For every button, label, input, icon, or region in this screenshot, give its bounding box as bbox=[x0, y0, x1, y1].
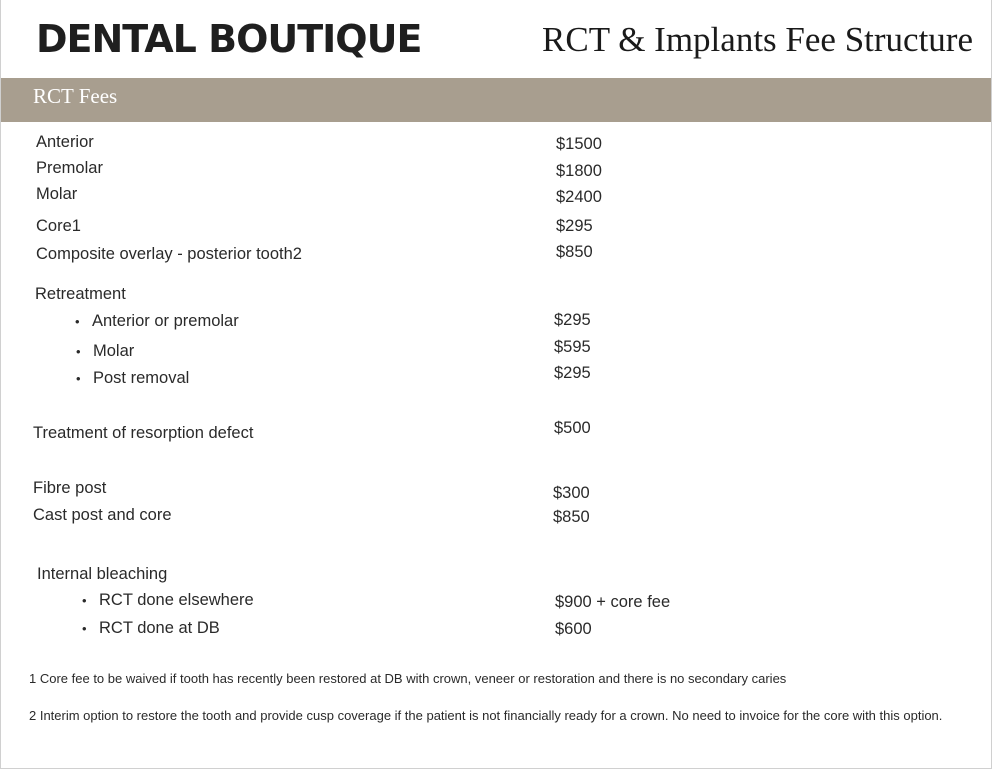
fee-price-retreatment-post-removal: $295 bbox=[554, 364, 591, 382]
fee-label-premolar: Premolar bbox=[36, 159, 103, 177]
fee-label-anterior: Anterior bbox=[36, 133, 94, 151]
footnote-1: 1 Core fee to be waived if tooth has recently been restored at DB with crown, veneer or restoration and there is no secondary caries bbox=[29, 671, 787, 686]
fee-group-internal-bleaching: Internal bleaching bbox=[37, 565, 168, 583]
fee-price-bleaching-at-db: $600 bbox=[555, 620, 592, 638]
fee-price-composite-overlay: $850 bbox=[556, 243, 593, 261]
footnote-2: 2 Interim option to restore the tooth and provide cusp coverage if the patient is not financially ready for a crown. No need to invoice for the core with this option. bbox=[29, 708, 943, 723]
fee-group-retreatment: Retreatment bbox=[35, 285, 126, 303]
list-item-retreatment-post-removal: • Post removal bbox=[93, 369, 189, 388]
fee-price-resorption: $500 bbox=[554, 419, 591, 437]
list-item-retreatment-anterior-premolar: • Anterior or premolar bbox=[92, 312, 239, 331]
brand-logo-text: DENTAL BOUTIQUE bbox=[36, 17, 422, 61]
fee-label-fibre-post: Fibre post bbox=[33, 479, 107, 497]
document-title: RCT & Implants Fee Structure bbox=[542, 20, 973, 59]
fee-price-core: $295 bbox=[556, 217, 593, 235]
fee-price-molar: $2400 bbox=[556, 188, 602, 206]
fee-label-cast-post: Cast post and core bbox=[33, 506, 172, 524]
fee-label-molar: Molar bbox=[36, 185, 78, 203]
fee-label-composite-overlay: Composite overlay - posterior tooth2 bbox=[36, 245, 302, 263]
fee-price-retreatment-molar: $595 bbox=[554, 338, 591, 356]
list-item-bleaching-at-db: • RCT done at DB bbox=[99, 619, 220, 638]
section-title: RCT Fees bbox=[33, 84, 118, 108]
fee-label-resorption: Treatment of resorption defect bbox=[33, 424, 254, 442]
fee-price-premolar: $1800 bbox=[556, 162, 602, 180]
fee-price-fibre-post: $300 bbox=[553, 484, 590, 502]
list-item-bleaching-elsewhere: • RCT done elsewhere bbox=[99, 591, 254, 610]
section-header-bar bbox=[1, 78, 991, 122]
fee-price-anterior: $1500 bbox=[556, 135, 602, 153]
fee-price-bleaching-elsewhere: $900 + core fee bbox=[555, 593, 671, 611]
list-item-retreatment-molar: • Molar bbox=[93, 342, 134, 361]
fee-label-core: Core1 bbox=[36, 217, 81, 235]
fee-price-cast-post: $850 bbox=[553, 508, 590, 526]
fee-price-retreatment-anterior-premolar: $295 bbox=[554, 311, 591, 329]
